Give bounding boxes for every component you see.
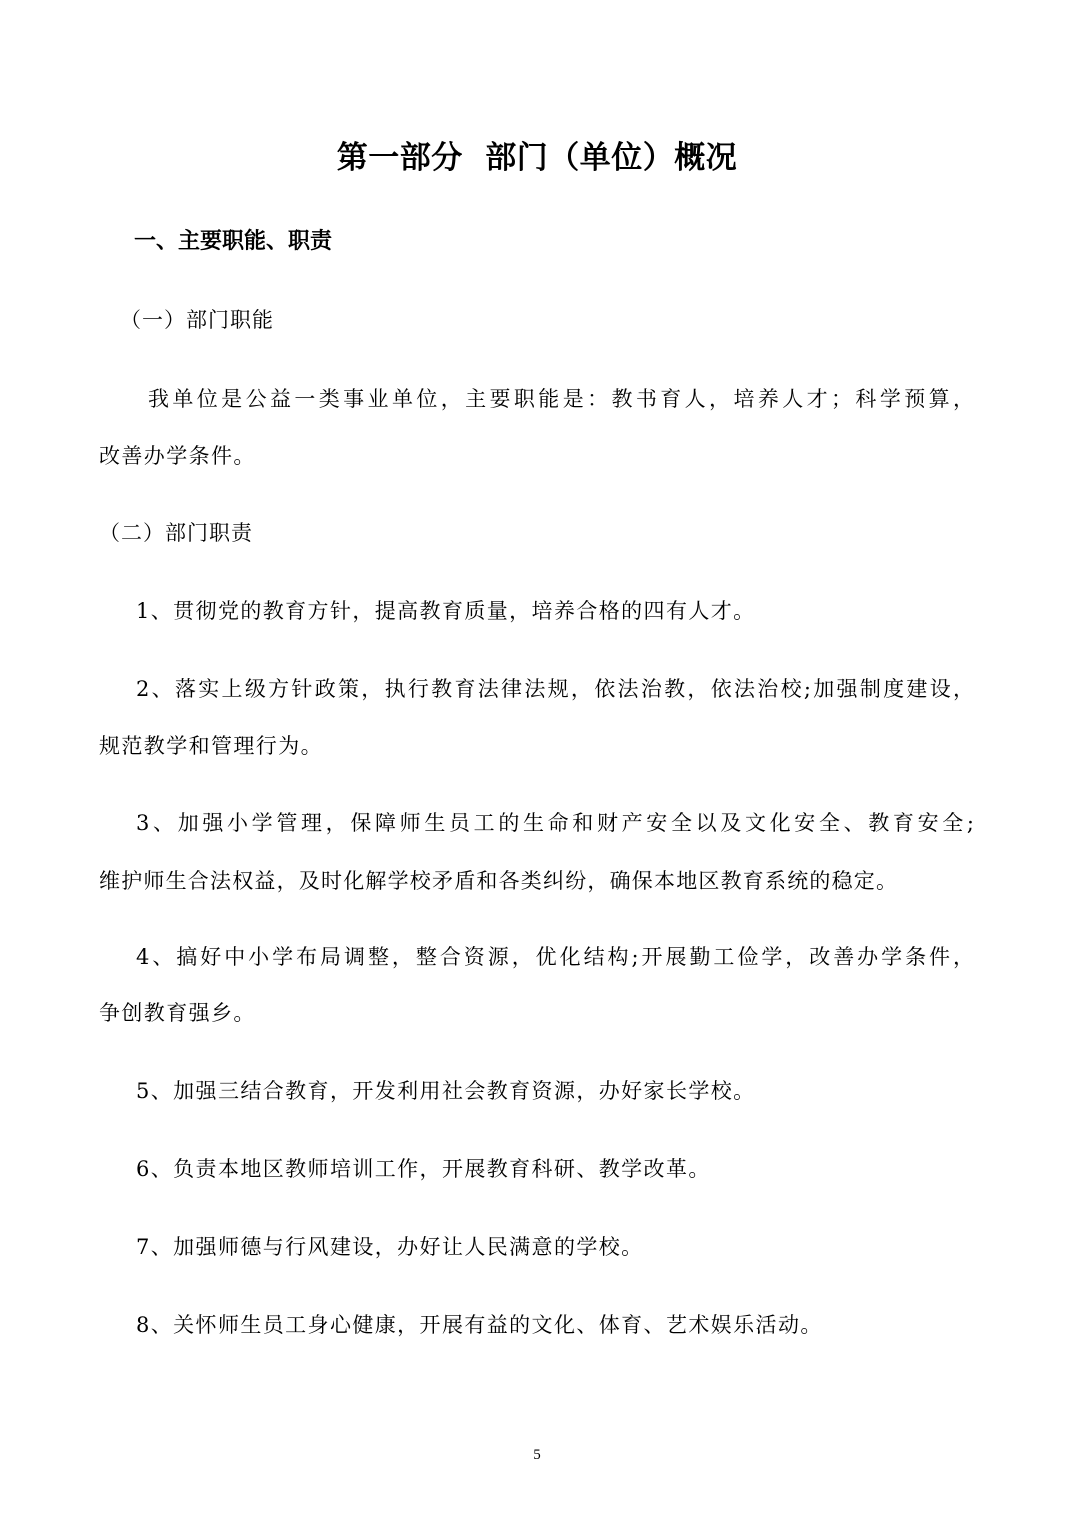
duty-item-8: 8、关怀师生员工身心健康，开展有益的文化、体育、艺术娱乐活动。 (136, 1313, 823, 1337)
duty-item-3-line-1: 3、加强小学管理，保障师生员工的生命和财产安全以及文化安全、教育安全; (136, 811, 974, 835)
duty-item-7: 7、加强师德与行风建设，办好让人民满意的学校。 (136, 1235, 644, 1259)
duty-item-4-line-2: 争创教育强乡。 (99, 1001, 256, 1025)
duty-item-3-line-2: 维护师生合法权益，及时化解学校矛盾和各类纠纷，确保本地区教育系统的稳定。 (99, 869, 899, 893)
duty-item-6: 6、负责本地区教师培训工作，开展教育科研、教学改革。 (136, 1157, 711, 1181)
subsection-heading-functions: （一）部门职能 (120, 308, 274, 332)
duty-item-5: 5、加强三结合教育，开发利用社会教育资源，办好家长学校。 (136, 1079, 756, 1103)
page-number: 5 (533, 1447, 541, 1463)
duty-item-2-line-1: 2、落实上级方针政策，执行教育法律法规，依法治教，依法治校;加强制度建设， (136, 677, 974, 701)
functions-paragraph-line-2: 改善办学条件。 (99, 444, 256, 468)
functions-paragraph-line-1: 我单位是公益一类事业单位，主要职能是：教书育人，培养人才；科学预算， (148, 387, 974, 411)
subsection-heading-duties: （二）部门职责 (99, 521, 253, 545)
duty-item-1: 1、贯彻党的教育方针，提高教育质量，培养合格的四有人才。 (136, 599, 756, 623)
duty-item-2-line-2: 规范教学和管理行为。 (99, 734, 323, 758)
page-title: 第一部分 部门（单位）概况 (336, 140, 738, 176)
section-heading-main-functions: 一、主要职能、职责 (134, 229, 333, 254)
duty-item-4-line-1: 4、搞好中小学布局调整，整合资源，优化结构;开展勤工俭学，改善办学条件， (136, 945, 974, 969)
